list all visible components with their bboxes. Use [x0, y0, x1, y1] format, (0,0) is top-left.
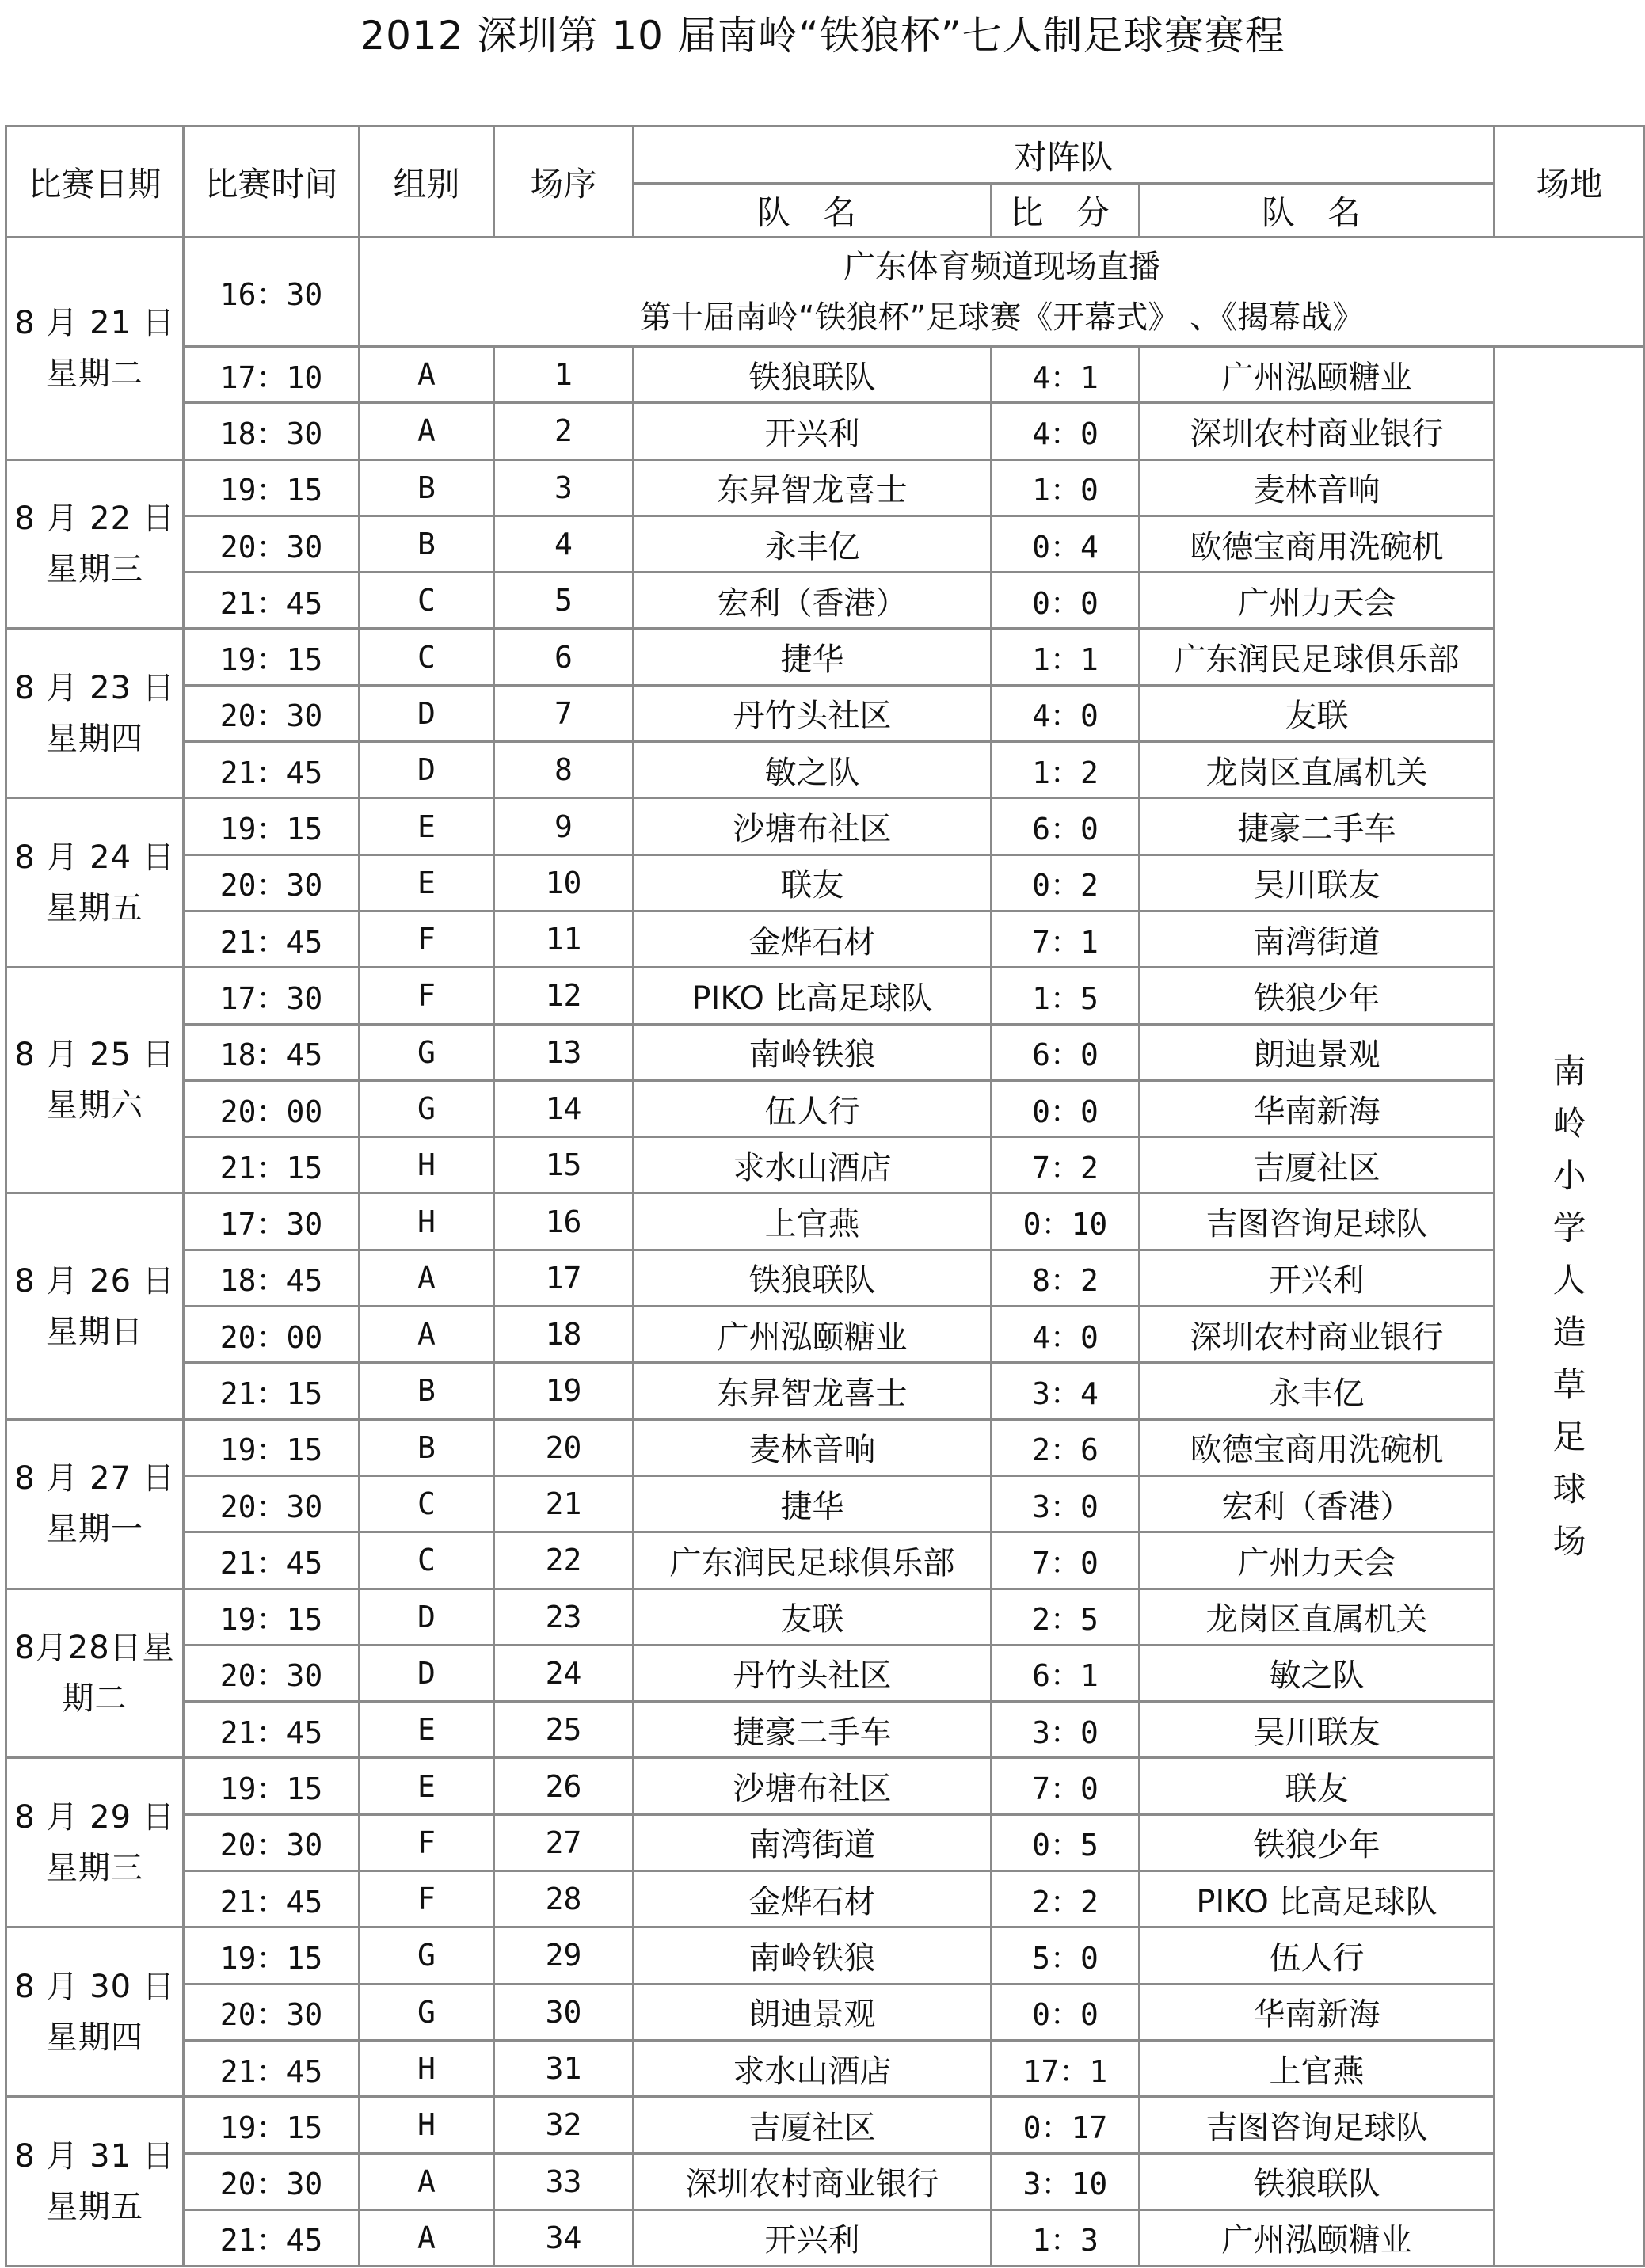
home-team: 丹竹头社区 — [634, 1645, 992, 1701]
match-time: 19：15 — [184, 1589, 360, 1645]
away-team: 永丰亿 — [1140, 1363, 1495, 1419]
match-score: 0：0 — [992, 1080, 1140, 1136]
match-time: 20：30 — [184, 1645, 360, 1701]
home-team: PIKO 比高足球队 — [634, 968, 992, 1024]
home-team: 捷华 — [634, 629, 992, 685]
home-team: 铁狼联队 — [634, 347, 992, 403]
match-weekday: 星期二 — [46, 355, 143, 392]
date-cell — [6, 238, 184, 460]
opening-ceremony-note: 第十届南岭“铁狼杯”足球赛《开幕式》 、《揭幕战》 — [639, 299, 1365, 336]
match-number: 34 — [494, 2209, 634, 2266]
match-time: 20：30 — [184, 516, 360, 572]
match-number: 6 — [494, 629, 634, 685]
away-team: 宏利（香港） — [1140, 1475, 1495, 1532]
match-group: E — [360, 1702, 494, 1758]
match-row — [6, 685, 1645, 741]
match-group: B — [360, 1419, 494, 1475]
match-row — [6, 2097, 1645, 2153]
home-team: 南岭铁狼 — [634, 1024, 992, 1080]
match-score: 7：0 — [992, 1532, 1140, 1589]
away-team: 华南新海 — [1140, 1080, 1495, 1136]
match-time: 19：15 — [184, 2097, 360, 2153]
match-row — [6, 854, 1645, 911]
away-team: 铁狼联队 — [1140, 2153, 1495, 2209]
venue-char: 足 — [1552, 1417, 1586, 1456]
match-group: C — [360, 1475, 494, 1532]
match-score: 5：0 — [992, 1927, 1140, 1984]
match-row — [6, 1927, 1645, 1984]
match-group: B — [360, 1363, 494, 1419]
away-team: 广州力天会 — [1140, 573, 1495, 629]
match-date: 8 月 23 日 — [14, 669, 175, 706]
date-cell — [6, 629, 184, 798]
match-number: 33 — [494, 2153, 634, 2209]
away-team: 吴川联友 — [1140, 1702, 1495, 1758]
match-row — [6, 1419, 1645, 1475]
match-score: 3：0 — [992, 1475, 1140, 1532]
match-score: 6：1 — [992, 1645, 1140, 1701]
home-team: 敏之队 — [634, 742, 992, 798]
match-time: 19：15 — [184, 1419, 360, 1475]
match-group: G — [360, 1927, 494, 1984]
match-score: 3：4 — [992, 1363, 1140, 1419]
home-team: 深圳农村商业银行 — [634, 2153, 992, 2209]
match-row — [6, 516, 1645, 572]
home-team: 捷华 — [634, 1475, 992, 1532]
match-group: C — [360, 1532, 494, 1589]
match-time: 17：10 — [184, 347, 360, 403]
date-cell — [6, 2097, 184, 2266]
match-time: 20：30 — [184, 685, 360, 741]
match-score: 0：10 — [992, 1193, 1140, 1250]
match-date: 8 月 26 日 — [14, 1262, 175, 1300]
match-score: 4：0 — [992, 1307, 1140, 1363]
match-time: 20：00 — [184, 1080, 360, 1136]
match-number: 30 — [494, 1984, 634, 2040]
match-date: 8 月 24 日 — [14, 839, 175, 876]
home-team: 联友 — [634, 854, 992, 911]
match-score: 2：5 — [992, 1589, 1140, 1645]
schedule-table — [5, 125, 1645, 2267]
match-group: F — [360, 911, 494, 967]
match-group: D — [360, 1589, 494, 1645]
match-group: D — [360, 742, 494, 798]
match-date: 8 月 30 日 — [14, 1968, 175, 2005]
match-group: G — [360, 1024, 494, 1080]
match-weekday: 星期五 — [46, 889, 143, 927]
away-team: 吉厦社区 — [1140, 1137, 1495, 1193]
match-score: 4：0 — [992, 403, 1140, 459]
match-time: 21：15 — [184, 1363, 360, 1419]
home-team: 金烨石材 — [634, 911, 992, 967]
home-team: 东昇智龙喜士 — [634, 459, 992, 516]
home-team: 朗迪景观 — [634, 1984, 992, 2040]
opening-time: 16：30 — [184, 238, 360, 347]
match-score: 1：2 — [992, 742, 1140, 798]
header-score: 比 分 — [992, 184, 1140, 238]
home-team: 东昇智龙喜士 — [634, 1363, 992, 1419]
venue-char: 学 — [1552, 1208, 1586, 1247]
match-number: 9 — [494, 798, 634, 854]
header-matchup: 对阵队 — [634, 127, 1495, 184]
match-number: 21 — [494, 1475, 634, 1532]
match-score: 7：1 — [992, 911, 1140, 967]
match-score: 1：1 — [992, 629, 1140, 685]
match-group: F — [360, 968, 494, 1024]
away-team: 广州泓颐糖业 — [1140, 347, 1495, 403]
home-team: 丹竹头社区 — [634, 685, 992, 741]
match-number: 24 — [494, 1645, 634, 1701]
away-team: 敏之队 — [1140, 1645, 1495, 1701]
match-weekday: 星期三 — [46, 1849, 143, 1886]
match-score: 2：6 — [992, 1419, 1140, 1475]
home-team: 友联 — [634, 1589, 992, 1645]
match-number: 18 — [494, 1307, 634, 1363]
match-number: 4 — [494, 516, 634, 572]
header-team-2: 队 名 — [1140, 184, 1495, 238]
match-weekday: 星期一 — [46, 1511, 143, 1548]
match-row — [6, 573, 1645, 629]
date-cell — [6, 798, 184, 968]
match-time: 19：15 — [184, 1758, 360, 1814]
match-row — [6, 2209, 1645, 2266]
match-group: G — [360, 1080, 494, 1136]
home-team: 求水山酒店 — [634, 1137, 992, 1193]
home-team: 广东润民足球俱乐部 — [634, 1532, 992, 1589]
away-team: 华南新海 — [1140, 1984, 1495, 2040]
match-number: 16 — [494, 1193, 634, 1250]
match-time: 20：30 — [184, 1475, 360, 1532]
schedule-body — [6, 238, 1645, 2266]
away-team: 欧德宝商用洗碗机 — [1140, 516, 1495, 572]
away-team: 龙岗区直属机关 — [1140, 1589, 1495, 1645]
match-group: E — [360, 1758, 494, 1814]
match-row — [6, 1250, 1645, 1306]
date-cell — [6, 1193, 184, 1419]
match-time: 21：45 — [184, 1532, 360, 1589]
match-date: 8月28日星期二 — [14, 1629, 175, 1717]
opening-row — [6, 238, 1645, 347]
home-team: 金烨石材 — [634, 1871, 992, 1927]
match-group: H — [360, 2040, 494, 2096]
header-date: 比赛日期 — [6, 127, 184, 238]
match-row — [6, 1532, 1645, 1589]
venue-name — [1495, 1045, 1643, 1568]
match-score: 0：0 — [992, 573, 1140, 629]
away-team: 广东润民足球俱乐部 — [1140, 629, 1495, 685]
match-score: 1：3 — [992, 2209, 1140, 2266]
match-row — [6, 459, 1645, 516]
match-number: 19 — [494, 1363, 634, 1419]
match-score: 17：1 — [992, 2040, 1140, 2096]
match-group: A — [360, 347, 494, 403]
home-team: 南岭铁狼 — [634, 1927, 992, 1984]
match-group: A — [360, 2153, 494, 2209]
home-team: 沙塘布社区 — [634, 798, 992, 854]
venue-char: 南 — [1552, 1051, 1586, 1090]
home-team: 捷豪二手车 — [634, 1702, 992, 1758]
match-time: 21：45 — [184, 742, 360, 798]
match-row — [6, 968, 1645, 1024]
home-team: 宏利（香港） — [634, 573, 992, 629]
header-team-1: 队 名 — [634, 184, 992, 238]
match-number: 26 — [494, 1758, 634, 1814]
home-team: 广州泓颐糖业 — [634, 1307, 992, 1363]
away-team: 铁狼少年 — [1140, 1814, 1495, 1870]
match-weekday: 星期六 — [46, 1087, 143, 1124]
match-group: E — [360, 798, 494, 854]
match-group: A — [360, 2209, 494, 2266]
match-row — [6, 2040, 1645, 2096]
match-group: G — [360, 1984, 494, 2040]
match-time: 19：15 — [184, 1927, 360, 1984]
match-time: 21：45 — [184, 1702, 360, 1758]
match-score: 6：0 — [992, 1024, 1140, 1080]
match-number: 23 — [494, 1589, 634, 1645]
match-number: 3 — [494, 459, 634, 516]
match-weekday: 星期日 — [46, 1313, 143, 1350]
match-row — [6, 403, 1645, 459]
header-time: 比赛时间 — [184, 127, 360, 238]
home-team: 上官燕 — [634, 1193, 992, 1250]
match-score: 7：2 — [992, 1137, 1140, 1193]
match-time: 21：45 — [184, 2209, 360, 2266]
match-group: E — [360, 854, 494, 911]
match-time: 20：00 — [184, 1307, 360, 1363]
away-team: 吴川联友 — [1140, 854, 1495, 911]
date-cell — [6, 968, 184, 1193]
match-row — [6, 1193, 1645, 1250]
page-title: 2012 深圳第 10 届南岭“铁狼杯”七人制足球赛赛程 — [360, 13, 1285, 59]
venue-char: 小 — [1552, 1155, 1586, 1195]
match-score: 3：0 — [992, 1702, 1140, 1758]
match-score: 2：2 — [992, 1871, 1140, 1927]
away-team: 广州力天会 — [1140, 1532, 1495, 1589]
match-row — [6, 1984, 1645, 2040]
match-number: 29 — [494, 1927, 634, 1984]
home-team: 铁狼联队 — [634, 1250, 992, 1306]
match-number: 20 — [494, 1419, 634, 1475]
match-time: 19：15 — [184, 629, 360, 685]
match-time: 17：30 — [184, 1193, 360, 1250]
match-group: F — [360, 1814, 494, 1870]
match-time: 19：15 — [184, 798, 360, 854]
venue-char: 造 — [1552, 1312, 1586, 1352]
match-row — [6, 742, 1645, 798]
away-team: 深圳农村商业银行 — [1140, 1307, 1495, 1363]
match-number: 32 — [494, 2097, 634, 2153]
match-group: H — [360, 1137, 494, 1193]
match-group: H — [360, 1193, 494, 1250]
match-group: C — [360, 629, 494, 685]
match-time: 20：30 — [184, 854, 360, 911]
match-date: 8 月 25 日 — [14, 1037, 175, 1074]
away-team: 吉图咨询足球队 — [1140, 2097, 1495, 2153]
away-team: 友联 — [1140, 685, 1495, 741]
match-weekday: 星期五 — [46, 2188, 143, 2225]
match-row — [6, 347, 1645, 403]
match-group: F — [360, 1871, 494, 1927]
match-number: 14 — [494, 1080, 634, 1136]
match-number: 8 — [494, 742, 634, 798]
match-score: 4：1 — [992, 347, 1140, 403]
venue-char: 场 — [1552, 1521, 1586, 1561]
match-number: 12 — [494, 968, 634, 1024]
match-time: 21：45 — [184, 911, 360, 967]
header-group: 组别 — [360, 127, 494, 238]
venue-cell — [1495, 347, 1645, 2266]
away-team: 上官燕 — [1140, 2040, 1495, 2096]
away-team: 联友 — [1140, 1758, 1495, 1814]
match-row — [6, 1589, 1645, 1645]
match-group: D — [360, 1645, 494, 1701]
match-date: 8 月 29 日 — [14, 1798, 175, 1836]
match-score: 0：17 — [992, 2097, 1140, 2153]
away-team: 朗迪景观 — [1140, 1024, 1495, 1080]
match-score: 0：5 — [992, 1814, 1140, 1870]
match-row — [6, 1871, 1645, 1927]
match-time: 20：30 — [184, 1814, 360, 1870]
match-number: 25 — [494, 1702, 634, 1758]
away-team: 伍人行 — [1140, 1927, 1495, 1984]
match-score: 7：0 — [992, 1758, 1140, 1814]
match-group: D — [360, 685, 494, 741]
match-time: 18：45 — [184, 1250, 360, 1306]
opening-banner — [360, 238, 1645, 347]
match-score: 3：10 — [992, 2153, 1140, 2209]
home-team: 开兴利 — [634, 403, 992, 459]
home-team: 开兴利 — [634, 2209, 992, 2266]
match-time: 18：30 — [184, 403, 360, 459]
match-time: 20：30 — [184, 2153, 360, 2209]
match-score: 0：0 — [992, 1984, 1140, 2040]
match-score: 1：0 — [992, 459, 1140, 516]
match-row — [6, 1758, 1645, 1814]
away-team: 吉图咨询足球队 — [1140, 1193, 1495, 1250]
match-group: A — [360, 403, 494, 459]
match-row — [6, 1137, 1645, 1193]
match-number: 1 — [494, 347, 634, 403]
match-number: 11 — [494, 911, 634, 967]
date-cell — [6, 459, 184, 629]
match-group: A — [360, 1250, 494, 1306]
venue-char: 草 — [1552, 1364, 1586, 1404]
match-date: 8 月 31 日 — [14, 2137, 175, 2175]
match-time: 21：45 — [184, 573, 360, 629]
venue-char: 人 — [1552, 1260, 1586, 1300]
match-number: 22 — [494, 1532, 634, 1589]
away-team: 南湾街道 — [1140, 911, 1495, 967]
match-group: A — [360, 1307, 494, 1363]
match-group: B — [360, 459, 494, 516]
date-cell — [6, 1927, 184, 2097]
match-score: 0：2 — [992, 854, 1140, 911]
match-row — [6, 1024, 1645, 1080]
match-row — [6, 2153, 1645, 2209]
match-number: 13 — [494, 1024, 634, 1080]
header-venue: 场地 — [1495, 127, 1645, 238]
away-team: 开兴利 — [1140, 1250, 1495, 1306]
match-group: H — [360, 2097, 494, 2153]
match-number: 27 — [494, 1814, 634, 1870]
match-time: 17：30 — [184, 968, 360, 1024]
home-team: 吉厦社区 — [634, 2097, 992, 2153]
away-team: 捷豪二手车 — [1140, 798, 1495, 854]
date-cell — [6, 1589, 184, 1758]
match-number: 17 — [494, 1250, 634, 1306]
match-time: 21：45 — [184, 1871, 360, 1927]
match-score: 1：5 — [992, 968, 1140, 1024]
match-weekday: 星期四 — [46, 720, 143, 757]
match-row — [6, 1307, 1645, 1363]
match-score: 0：4 — [992, 516, 1140, 572]
away-team: 欧德宝商用洗碗机 — [1140, 1419, 1495, 1475]
venue-char: 球 — [1552, 1469, 1586, 1509]
away-team: 麦林音响 — [1140, 459, 1495, 516]
match-number: 2 — [494, 403, 634, 459]
match-number: 5 — [494, 573, 634, 629]
home-team: 求水山酒店 — [634, 2040, 992, 2096]
match-number: 15 — [494, 1137, 634, 1193]
match-row — [6, 911, 1645, 967]
match-time: 20：30 — [184, 1984, 360, 2040]
match-group: C — [360, 573, 494, 629]
match-date: 8 月 27 日 — [14, 1460, 175, 1497]
match-row — [6, 1645, 1645, 1701]
home-team: 南湾街道 — [634, 1814, 992, 1870]
match-number: 7 — [494, 685, 634, 741]
match-row — [6, 629, 1645, 685]
date-cell — [6, 1419, 184, 1589]
match-time: 21：45 — [184, 2040, 360, 2096]
home-team: 麦林音响 — [634, 1419, 992, 1475]
match-score: 6：0 — [992, 798, 1140, 854]
away-team: 龙岗区直属机关 — [1140, 742, 1495, 798]
match-score: 8：2 — [992, 1250, 1140, 1306]
match-time: 19：15 — [184, 459, 360, 516]
match-group: B — [360, 516, 494, 572]
match-row — [6, 1702, 1645, 1758]
match-weekday: 星期四 — [46, 2019, 143, 2056]
header-match-no: 场序 — [494, 127, 634, 238]
match-row — [6, 1475, 1645, 1532]
away-team: 深圳农村商业银行 — [1140, 403, 1495, 459]
match-row — [6, 1080, 1645, 1136]
away-team: PIKO 比高足球队 — [1140, 1871, 1495, 1927]
match-weekday: 星期三 — [46, 551, 143, 588]
away-team: 广州泓颐糖业 — [1140, 2209, 1495, 2266]
broadcast-note: 广东体育频道现场直播 — [843, 248, 1160, 285]
match-number: 28 — [494, 1871, 634, 1927]
match-score: 4：0 — [992, 685, 1140, 741]
home-team: 永丰亿 — [634, 516, 992, 572]
venue-char: 岭 — [1552, 1103, 1586, 1143]
match-row — [6, 798, 1645, 854]
match-number: 31 — [494, 2040, 634, 2096]
match-time: 18：45 — [184, 1024, 360, 1080]
home-team: 伍人行 — [634, 1080, 992, 1136]
date-cell — [6, 1758, 184, 1927]
match-row — [6, 1363, 1645, 1419]
match-row — [6, 1814, 1645, 1870]
match-date: 8 月 22 日 — [14, 500, 175, 538]
match-date: 8 月 21 日 — [14, 304, 175, 341]
match-time: 21：15 — [184, 1137, 360, 1193]
match-number: 10 — [494, 854, 634, 911]
away-team: 铁狼少年 — [1140, 968, 1495, 1024]
home-team: 沙塘布社区 — [634, 1758, 992, 1814]
